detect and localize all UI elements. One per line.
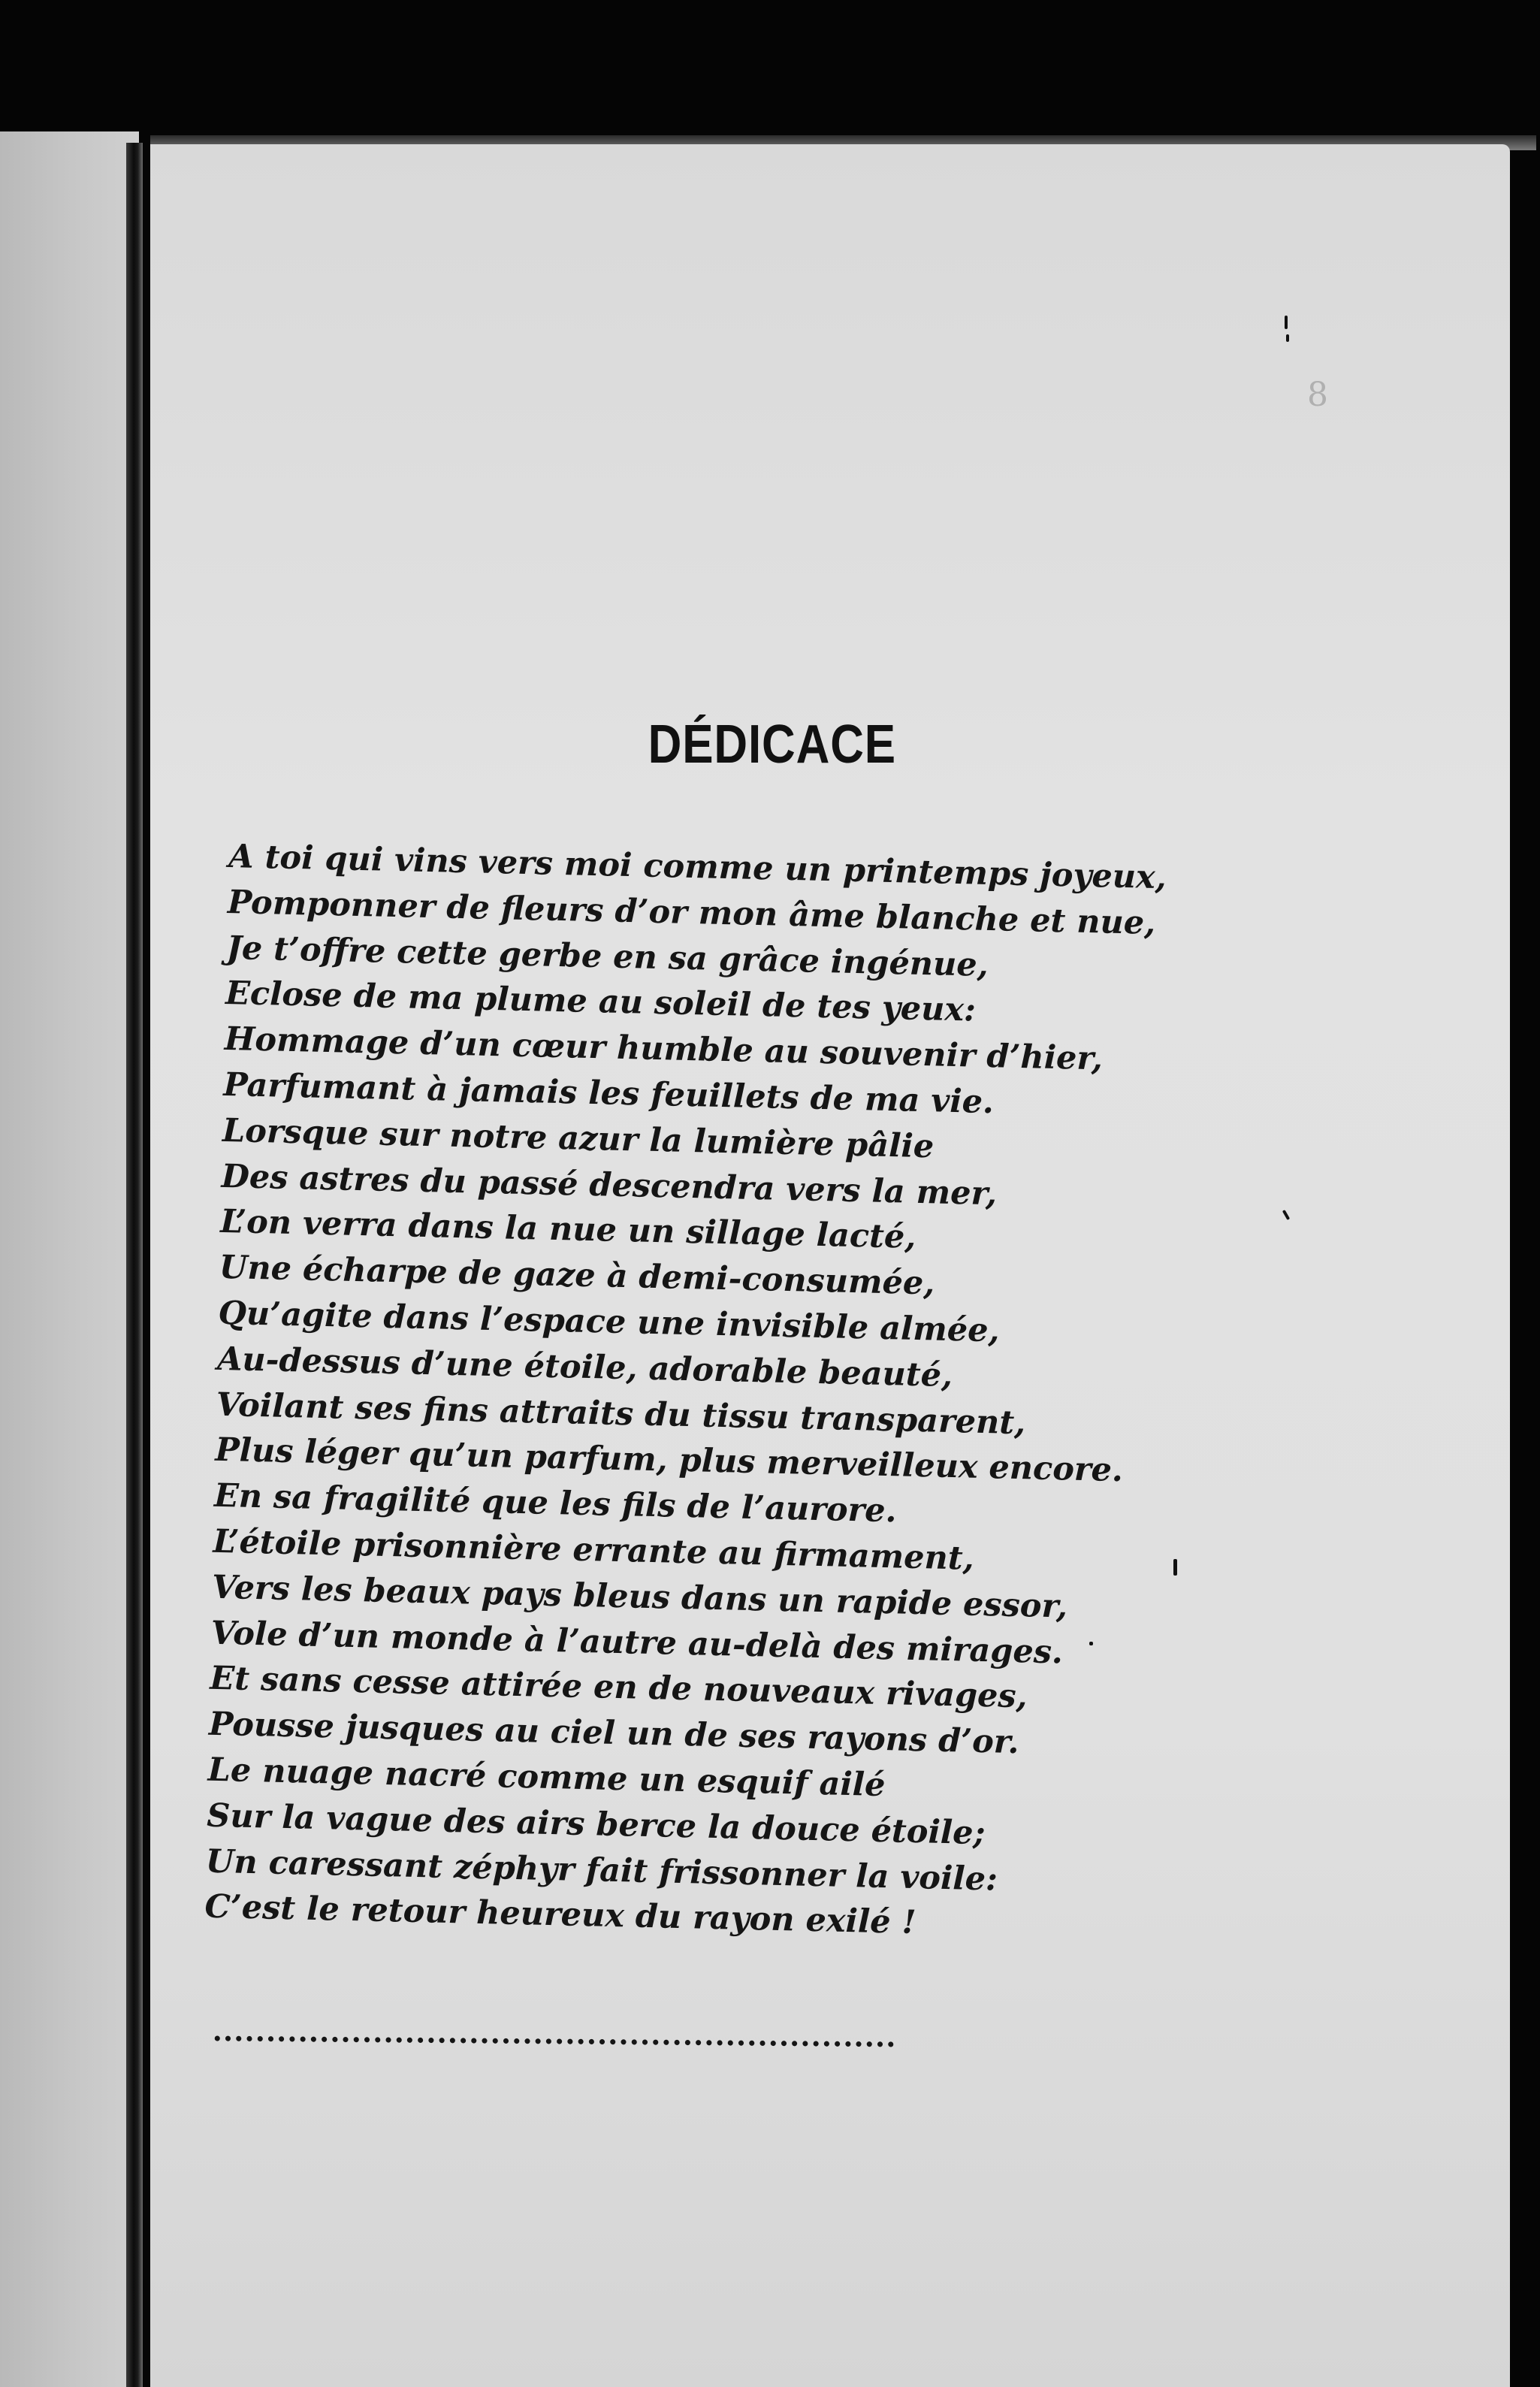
poem-line: Je t’offre cette gerbe en sa grâce ingénue, [225,929,989,984]
poem-line: Eclose de ma plume au soleil de tes yeux: [225,974,977,1029]
poem-line: L’étoile prisonnière errante au firmament, [213,1522,975,1578]
poem-line: Qu’agite dans l’espace une invisible almée, [217,1294,1001,1350]
poem-line: Et sans cesse attirée en de nouveaux rivages, [209,1660,1028,1716]
poem-line: L’on verra dans la nue un sillage lacté, [219,1203,916,1257]
poem-line: En sa fragilité que les fils de l’aurore. [213,1476,898,1530]
poem-line: Plus léger qu’un parfum, plus merveilleux encore. [214,1431,1124,1490]
show-through-line [631,460,1307,479]
show-through-page-number: 8 [1307,376,1328,414]
show-through-line [631,625,1307,645]
scan-speck [1285,316,1288,329]
poem-line: Vers les beaux pays bleus dans un rapide essor, [211,1568,1068,1626]
poem-line: Voilant ses fins attraits du tissu transparent, [216,1385,1026,1442]
poem-line: Le nuage nacré comme un esquif ailé [207,1751,886,1805]
poem-line: Un caressant zéphyr fait frissonner la voile: [205,1842,998,1899]
poem-line: Vole d’un monde à l’autre au-delà des mirages. [210,1614,1064,1672]
poem-line: Une écharpe de gaze à demi-consumée, [219,1249,935,1303]
scan-speck [1286,334,1289,342]
poem-line: Hommage d’un cœur humble au souvenir d’hier, [224,1020,1104,1078]
page-title: DÉDICACE [648,715,896,775]
poem-line: Lorsque sur notre azur la lumière pâlie [222,1111,935,1166]
left-page-edge [0,131,139,2387]
poem-line: C’est le retour heureux du rayon exilé ! [204,1887,916,1942]
poem-line: A toi qui vins vers moi comme un printemps joyeux, [228,837,1167,897]
poem-line: Sur la vague des airs berce la douce étoile; [206,1796,986,1852]
poem-line: Pomponner de fleurs d’or mon âme blanche et nue, [227,883,1156,942]
show-through-line [631,535,1307,554]
ellipsis-line: ................................................................ [212,2014,897,2053]
poem-line: Parfumant à jamais les feuillets de ma vie. [222,1065,995,1122]
poem-line: Au-dessus d’une étoile, adorable beauté, [216,1340,953,1394]
poem-line: Pousse jusques au ciel un de ses rayons d’or. [208,1705,1020,1762]
show-through-line [631,805,1307,825]
poem-line: Des astres du passé descendra vers la mer, [221,1157,998,1213]
poem [204,834,1206,1952]
book-gutter [126,143,143,2387]
